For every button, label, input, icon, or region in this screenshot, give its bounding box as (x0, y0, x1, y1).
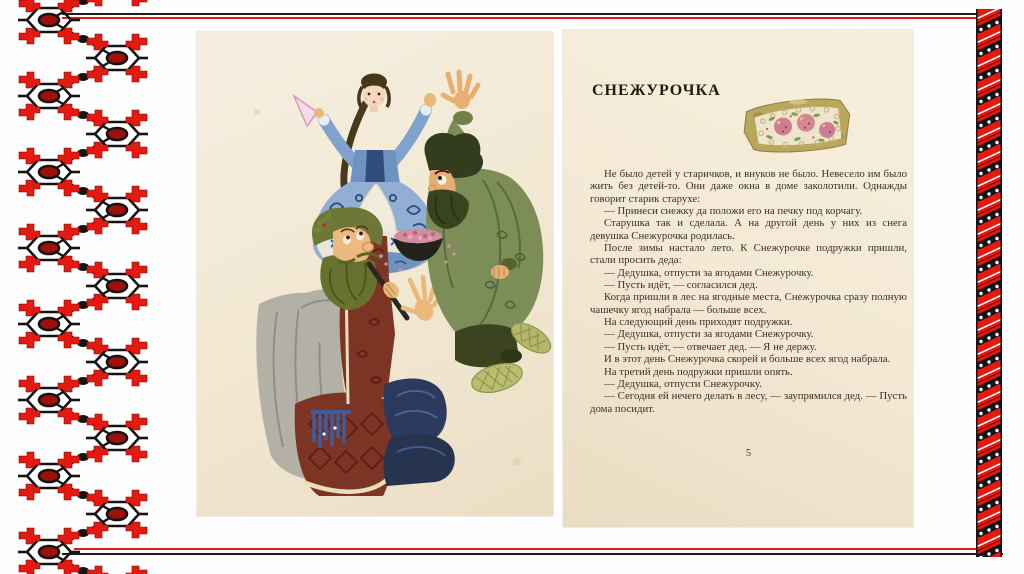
story-paragraph: — Пусть идёт, — отвечает дед. — Я не держу. (604, 340, 817, 353)
story-paragraph: Старушка так и сделала. А на другой день у них из снега девушка Снежурочка родилась. (590, 217, 907, 242)
frame-line-top-red (62, 17, 1000, 19)
woven-band-right (976, 9, 1002, 557)
story-paragraph: Когда пришли в лес на ягодные места, Снежурочка сразу полную чашечку ягод набрала — больше всех. (590, 291, 907, 316)
eye (378, 93, 381, 96)
page-number: 5 (745, 448, 752, 459)
story-paragraph: — Дедушка, отпусти Снежурочку. (604, 377, 762, 390)
navy-boot (384, 434, 455, 486)
eye (438, 176, 442, 180)
story-paragraph: — Пусть идёт, — согласился дед. (604, 279, 758, 292)
nose (363, 243, 374, 252)
story-title: СНЕЖУРОЧКА (592, 82, 721, 99)
right-page (563, 30, 913, 527)
nose (428, 185, 435, 191)
story-paragraph: — Дедушка, отпусти за ягодами Снежурочку. (604, 266, 814, 279)
hair-side (386, 87, 389, 107)
cheek (364, 97, 367, 100)
patterned-skirt (295, 392, 395, 496)
story-paragraph: — Принеси снежку да положи его на печку под корчагу. (604, 205, 863, 218)
pink-kerchief (294, 96, 317, 126)
raised-hand (443, 72, 478, 109)
eye (359, 232, 363, 236)
cheek (380, 97, 383, 100)
berry-dish-illustration (738, 92, 856, 160)
frame-line-top-black (62, 13, 1002, 15)
hand (314, 108, 324, 118)
bodice-panel (365, 150, 385, 184)
left-page (197, 32, 553, 516)
story-paragraph: На следующий день приходят подружки. (604, 316, 793, 329)
story-paragraph: — Дедушка, отпусти за ягодами Снежурочку. (604, 328, 814, 341)
embroidery-border-left (4, 0, 158, 574)
story-paragraph: На третий день подружки пришли опять. (604, 365, 793, 378)
hand (424, 93, 436, 107)
leg-wrap (500, 349, 522, 363)
mouth (373, 101, 376, 104)
frame-line-bottom-red (74, 548, 978, 550)
right-sleeve (391, 110, 426, 164)
illustration-snegurochka-dance (197, 32, 553, 516)
story-paragraph: После зимы настало лето. К Снежурочке подружки пришли, стали просить деда: (590, 242, 907, 267)
dancer-figure (424, 72, 553, 398)
eye (368, 93, 371, 96)
frame-line-bottom-black (62, 553, 1003, 555)
story-paragraph: — Сегодня ей нечего делать в лесу, — заупрямился дед. — Пусть дома посидит. (590, 390, 907, 415)
story-paragraph: Не было детей у старичков, и внуков не было. Невесело им было жить без детей-то. Они даже окна в доме заколотили. Однажды говорит старик старухе: (590, 168, 907, 205)
story-paragraph: И в этот день Снежурочка скорей и больше всех ягод набрала. (604, 353, 891, 366)
paper-spot (513, 458, 521, 466)
eye (346, 236, 350, 240)
paper-spot (254, 109, 260, 115)
story-text (590, 168, 907, 415)
neck (370, 106, 378, 112)
